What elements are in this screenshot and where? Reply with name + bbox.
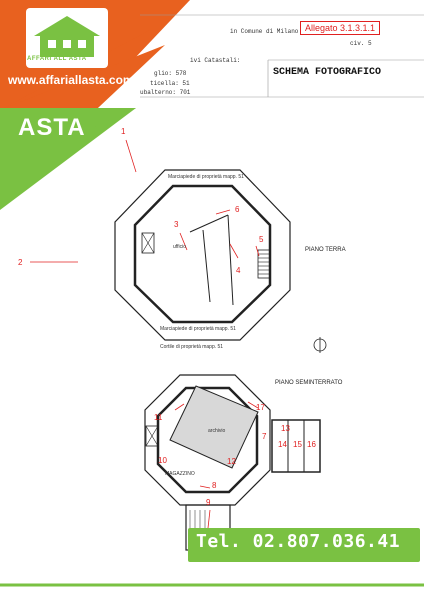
schema-title: SCHEMA FOTOGRAFICO [273,67,382,78]
marker-13: 13 [281,424,290,433]
marker-17: 17 [256,403,265,412]
brand-name: AFFARI ALL'ASTA [27,56,87,62]
marker-12: 12 [227,457,236,466]
catastali-title: ivi Catastali: [190,57,241,64]
marker-14: 14 [278,440,287,449]
piano-terra-label: PIANO TERRA [305,247,346,253]
cortile-label: Cortile di proprietà mapp. 51 [160,344,224,350]
subalterno-text: ubalterno: 701 [140,89,191,96]
marker-2: 2 [18,258,23,267]
marker-15: 15 [293,440,302,449]
piano-seminterrato-label: PIANO SEMINTERRATO [275,380,343,386]
arrow-9 [208,510,210,528]
marker-11: 11 [154,413,163,422]
marker-3: 3 [174,220,179,229]
arrow-5 [256,246,259,256]
marker-9: 9 [206,498,211,507]
particella-text: ticella: 51 [150,80,190,87]
arrow-8 [200,486,210,488]
marker-10: 10 [158,456,167,465]
foglio-text: glio: 578 [154,70,187,77]
civico-text: civ. 5 [350,40,372,47]
marker-16: 16 [307,440,316,449]
asta-label: ASTA [18,114,86,141]
marker-5: 5 [259,235,264,244]
ufficio-label: ufficio [173,244,186,250]
marker-8: 8 [212,481,217,490]
marker-4: 4 [236,266,241,275]
archivio-room [170,386,258,468]
arrow-4 [230,244,238,258]
allegato-label: Allegato 3.1.3.1.1 [300,21,380,35]
marker-6: 6 [235,205,240,214]
arrow-11 [175,404,184,410]
phone-number[interactable]: Tel. 02.807.036.41 [196,531,401,552]
archivio-label: archivio [208,428,226,434]
arrow-1 [126,140,136,172]
site-url-link[interactable]: www.affariallasta.com [8,73,134,87]
magazzino-label: MAGAZZINO [165,471,195,477]
mappale-top-label: Marciapiede di proprietà mapp. 51 [168,174,244,180]
marker-7: 7 [262,432,267,441]
mappale-bottom-label: Marciapiede di proprietà mapp. 51 [160,326,236,332]
piano-terra-walls [135,186,270,322]
piano-terra-outline [115,170,290,340]
comune-text: in Comune di Milano [230,28,299,35]
marker-1: 1 [121,127,126,136]
arrow-6 [216,210,230,214]
